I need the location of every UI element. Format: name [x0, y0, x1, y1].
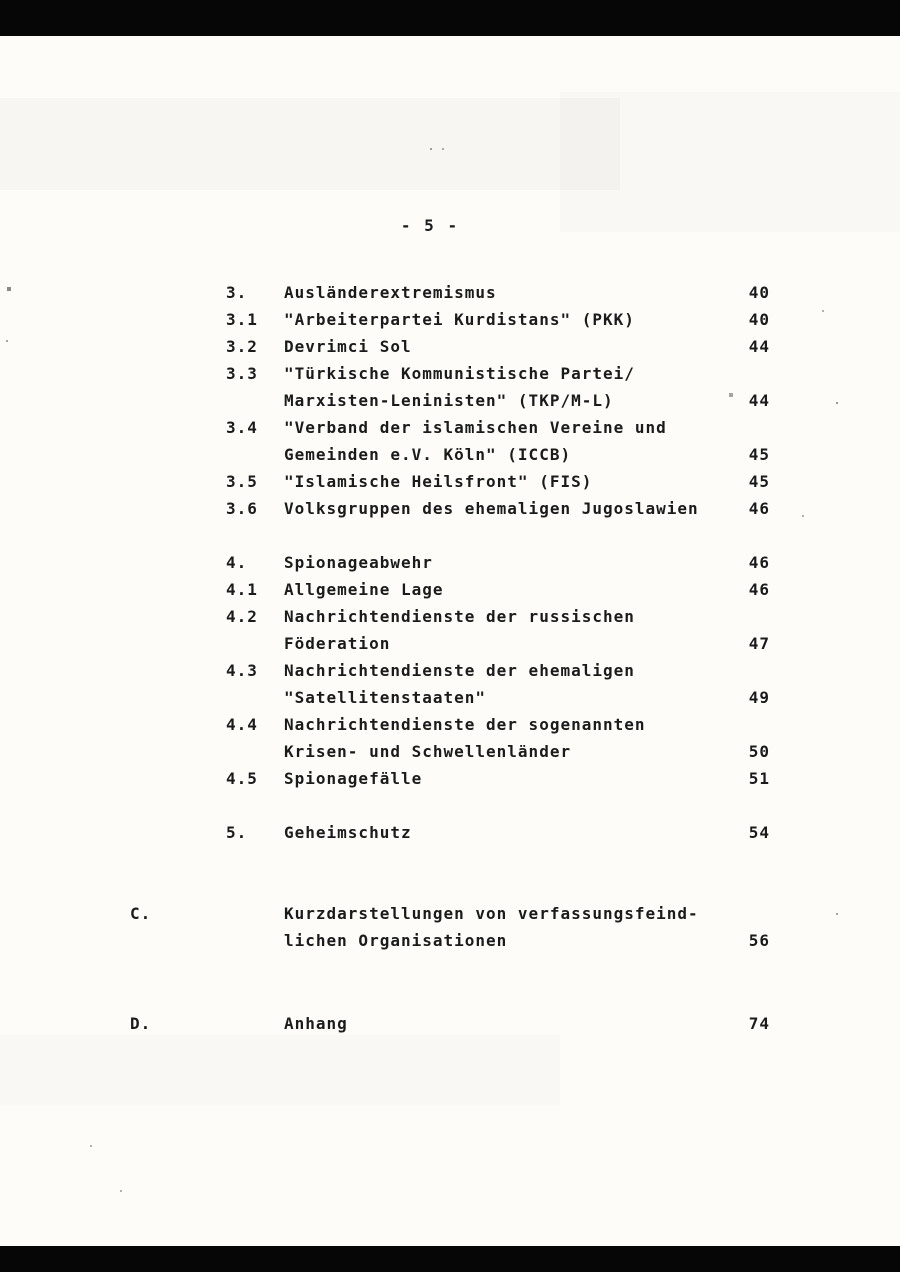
toc-entry-number: 3.1 — [226, 310, 258, 329]
toc-row — [130, 387, 770, 414]
toc-entry-number: 4.3 — [226, 661, 258, 680]
toc-entry-label: Nachrichtendienste der ehemaligen — [284, 661, 635, 680]
toc-row — [130, 765, 770, 792]
toc-entry-page-number: 40 — [748, 310, 770, 329]
toc-row — [130, 684, 770, 711]
toc-entry-label: Allgemeine Lage — [284, 580, 444, 599]
toc-entry-label: Föderation — [284, 634, 391, 653]
toc-entry-label: Ausländerextremismus — [284, 283, 497, 302]
toc-row — [130, 738, 770, 765]
toc-section-letter — [130, 603, 226, 630]
toc-entry-label: "Islamische Heilsfront" (FIS) — [284, 472, 593, 491]
toc-entry-number — [226, 684, 284, 711]
toc-section-letter — [130, 657, 226, 684]
toc-entry-label: Krisen- und Schwellenländer — [284, 742, 572, 761]
toc-section-letter — [130, 630, 226, 657]
toc-row — [130, 711, 770, 738]
toc-entry-number — [226, 1010, 284, 1037]
toc-entry-page-number — [724, 414, 770, 441]
toc-entry-page-number: 45 — [748, 445, 770, 464]
toc-section-letter — [130, 549, 226, 576]
toc-section-letter — [130, 927, 226, 954]
toc-entry-page-number: 51 — [748, 769, 770, 788]
toc-section-letter — [130, 333, 226, 360]
toc-entry-label: Gemeinden e.V. Köln" (ICCB) — [284, 445, 572, 464]
toc-entry-page-number: 46 — [748, 499, 770, 518]
toc-entry-label: "Türkische Kommunistische Partei/ — [284, 364, 635, 383]
toc-section-letter — [130, 576, 226, 603]
toc-section — [130, 549, 770, 792]
toc-section-letter — [130, 387, 226, 414]
toc-section — [130, 279, 770, 522]
toc-section-letter: C. — [130, 904, 152, 923]
toc-row — [130, 927, 770, 954]
page-content — [130, 36, 770, 1037]
toc-row — [130, 549, 770, 576]
toc-entry-page-number — [724, 360, 770, 387]
toc-entry-number: 5. — [226, 823, 248, 842]
toc-section-letter — [130, 441, 226, 468]
scan-artifact-band — [0, 1035, 560, 1105]
toc-entry-label: Nachrichtendienste der sogenannten — [284, 715, 646, 734]
toc-entry-number: 4.2 — [226, 607, 258, 626]
toc-row — [130, 495, 770, 522]
toc-section-letter — [130, 711, 226, 738]
toc-entry-label: Geheimschutz — [284, 823, 412, 842]
toc-entry-number: 4.1 — [226, 580, 258, 599]
scan-artifact-bottom-bar — [0, 1246, 900, 1272]
toc-entry-number: 4.4 — [226, 715, 258, 734]
table-of-contents — [130, 279, 770, 1037]
toc-entry-label: Devrimci Sol — [284, 337, 412, 356]
toc-entry-label: Volksgruppen des ehemaligen Jugoslawien — [284, 499, 699, 518]
toc-row — [130, 603, 770, 630]
toc-row — [130, 630, 770, 657]
toc-entry-page-number: 44 — [748, 337, 770, 356]
toc-section-letter — [130, 738, 226, 765]
toc-row — [130, 414, 770, 441]
toc-entry-page-number: 45 — [748, 472, 770, 491]
toc-entry-number: 3.3 — [226, 364, 258, 383]
toc-entry-page-number: 46 — [748, 580, 770, 599]
toc-entry-label: "Arbeiterpartei Kurdistans" (PKK) — [284, 310, 635, 329]
toc-entry-label: Anhang — [284, 1014, 348, 1033]
toc-entry-number: 4. — [226, 553, 248, 572]
toc-row — [130, 900, 770, 927]
toc-entry-page-number — [724, 657, 770, 684]
toc-section-letter — [130, 495, 226, 522]
toc-entry-page-number — [724, 711, 770, 738]
toc-section-letter — [130, 819, 226, 846]
toc-entry-number — [226, 441, 284, 468]
toc-entry-page-number: 49 — [748, 688, 770, 707]
toc-section-letter: D. — [130, 1014, 152, 1033]
toc-row — [130, 1010, 770, 1037]
toc-row — [130, 468, 770, 495]
toc-section-letter — [130, 684, 226, 711]
toc-entry-page-number: 44 — [748, 391, 770, 410]
toc-entry-page-number: 74 — [748, 1014, 770, 1033]
toc-entry-number: 3.5 — [226, 472, 258, 491]
toc-entry-label: Kurzdarstellungen von verfassungsfeind- — [284, 904, 699, 923]
toc-section-letter — [130, 765, 226, 792]
toc-entry-number — [226, 900, 284, 927]
toc-section-letter — [130, 279, 226, 306]
toc-entry-label: "Verband der islamischen Vereine und — [284, 418, 667, 437]
toc-section-letter — [130, 306, 226, 333]
toc-entry-label: lichen Organisationen — [284, 931, 508, 950]
toc-entry-label: Spionageabwehr — [284, 553, 433, 572]
toc-entry-number — [226, 927, 284, 954]
toc-section-letter — [130, 360, 226, 387]
toc-row — [130, 819, 770, 846]
toc-section — [130, 819, 770, 846]
toc-entry-number: 3. — [226, 283, 248, 302]
toc-section — [130, 1010, 770, 1037]
toc-row — [130, 576, 770, 603]
toc-row — [130, 333, 770, 360]
toc-row — [130, 279, 770, 306]
toc-entry-page-number — [724, 603, 770, 630]
toc-entry-number — [226, 738, 284, 765]
toc-entry-number: 3.6 — [226, 499, 258, 518]
toc-entry-number: 3.4 — [226, 418, 258, 437]
toc-entry-page-number: 46 — [748, 553, 770, 572]
toc-entry-label: Nachrichtendienste der russischen — [284, 607, 635, 626]
toc-entry-page-number: 40 — [748, 283, 770, 302]
toc-entry-label: Spionagefälle — [284, 769, 423, 788]
toc-entry-page-number: 50 — [748, 742, 770, 761]
toc-section-letter — [130, 468, 226, 495]
toc-entry-page-number — [724, 900, 770, 927]
toc-row — [130, 360, 770, 387]
toc-entry-label: Marxisten-Leninisten" (TKP/M-L) — [284, 391, 614, 410]
scan-artifact-top-bar — [0, 0, 900, 36]
toc-entry-page-number: 56 — [748, 931, 770, 950]
page-number-header: - 5 - — [400, 216, 460, 235]
toc-row — [130, 441, 770, 468]
toc-section-letter — [130, 414, 226, 441]
toc-entry-page-number: 47 — [748, 634, 770, 653]
toc-entry-number: 3.2 — [226, 337, 258, 356]
toc-entry-page-number: 54 — [748, 823, 770, 842]
toc-row — [130, 306, 770, 333]
scan-speckles — [0, 0, 2, 2]
toc-entry-number — [226, 630, 284, 657]
toc-entry-number — [226, 387, 284, 414]
toc-section — [130, 900, 770, 954]
toc-entry-number: 4.5 — [226, 769, 258, 788]
toc-entry-label: "Satellitenstaaten" — [284, 688, 487, 707]
toc-row — [130, 657, 770, 684]
